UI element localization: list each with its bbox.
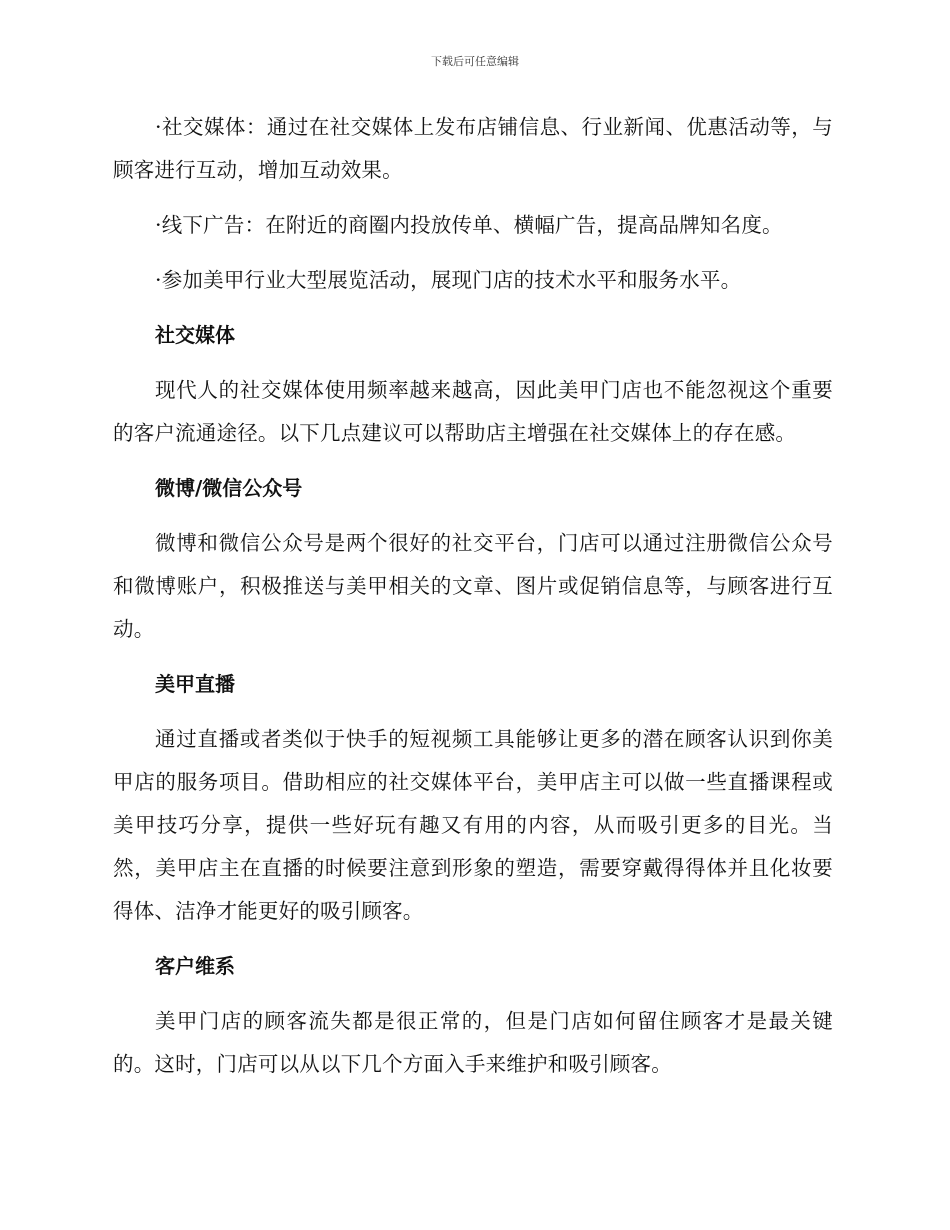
- document-body: [113, 106, 833, 1086]
- paragraph-social-media: 现代人的社交媒体使用频率越来越高，因此美甲门店也不能忽视这个重要的客户流通途径。以下几点建议可以帮助店主增强在社交媒体上的存在感。: [113, 378, 833, 445]
- paragraph-customer-retention: 美甲门店的顾客流失都是很正常的，但是门店如何留住顾客才是最关键的。这时，门店可以从以下几个方面入手来维护和吸引顾客。: [113, 1009, 833, 1076]
- page-header-note: 下载后可任意编辑: [431, 55, 519, 68]
- bullet-offline-ads: ·线下广告：在附近的商圈内投放传单、横幅广告，提高品牌知名度。: [155, 213, 783, 237]
- section-heading-social-media: 社交媒体: [155, 323, 235, 347]
- paragraph-weibo-wechat: 微博和微信公众号是两个很好的社交平台，门店可以通过注册微信公众号和微博账户，积极推送与美甲相关的文章、图片或促销信息等，与顾客进行互动。: [113, 531, 833, 641]
- section-heading-weibo-wechat: 微博/微信公众号: [155, 476, 303, 500]
- section-heading-customer-retention: 客户维系: [155, 954, 235, 978]
- bullet-social-media: ·社交媒体：通过在社交媒体上发布店铺信息、行业新闻、优惠活动等，与顾客进行互动，增加互动效果。: [113, 115, 833, 182]
- bullet-exhibitions: ·参加美甲行业大型展览活动，展现门店的技术水平和服务水平。: [155, 268, 742, 292]
- section-heading-live-streaming: 美甲直播: [155, 672, 235, 696]
- paragraph-live-streaming: 通过直播或者类似于快手的短视频工具能够让更多的潜在顾客认识到你美甲店的服务项目。借助相应的社交媒体平台，美甲店主可以做一些直播课程或美甲技巧分享，提供一些好玩有趣又有用的内容，从而吸引更多的目光。当然，美甲店主在直播的时候要注意到形象的塑造，需要穿戴得得体并且化妆要得体、洁净才能更好的吸引顾客。: [113, 727, 833, 923]
